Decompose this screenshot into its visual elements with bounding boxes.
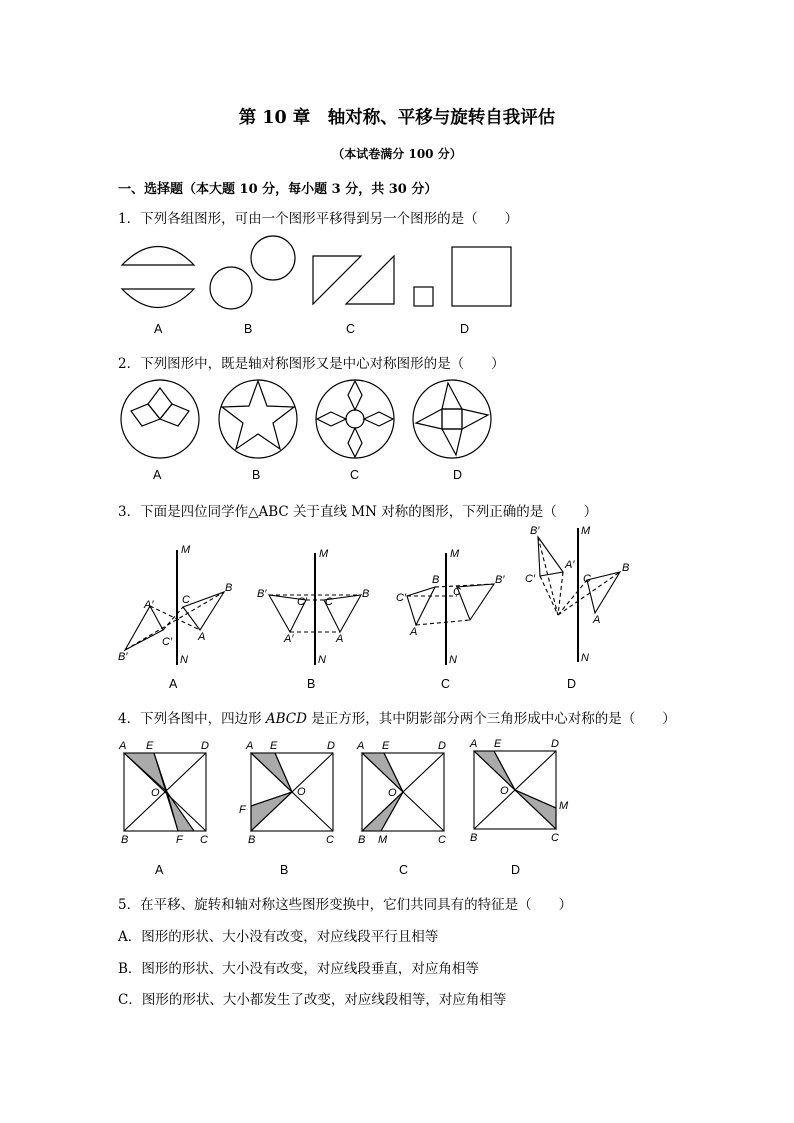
- q3-c-label-b-prime: B′: [495, 574, 505, 586]
- q4-b-label-b: B: [248, 834, 256, 846]
- q3-a-label-m: M: [181, 544, 191, 556]
- q4-d-label-o: O: [500, 785, 509, 797]
- q4-a-label-a: A: [119, 740, 127, 752]
- q4-c-label-e: E: [382, 740, 390, 752]
- q4-a-square: [124, 753, 206, 831]
- q3-b-label-c: C: [325, 596, 333, 608]
- q4-c-label-m: M: [378, 834, 388, 846]
- q4-c-label-a: A: [357, 740, 365, 752]
- q1-label-c: C: [346, 322, 356, 336]
- q4-d-label-m: M: [559, 800, 569, 812]
- q4-b-label-d: D: [327, 740, 335, 752]
- q3-label-c: C: [441, 677, 451, 691]
- q3-d-label-c-prime: C′: [525, 573, 536, 585]
- q2-label-a: A: [153, 468, 162, 482]
- q4-b-label-o: O: [297, 786, 306, 798]
- q4-a-label-o: O: [151, 787, 160, 799]
- q3-c-label-c-prime: C′: [396, 592, 407, 604]
- q4-d-label-a: A: [470, 738, 478, 750]
- q4-a-label-d: D: [201, 740, 209, 752]
- q4-d-label-e: E: [494, 738, 502, 750]
- q2-label-c: C: [350, 468, 360, 482]
- q3-c-label-a: A: [410, 626, 418, 638]
- q4-a-label-f: F: [176, 834, 183, 846]
- q3-a-label-c: C: [182, 594, 190, 606]
- score-note: （本试卷满分 100 分）: [332, 147, 462, 161]
- section-heading: 一、选择题（本大题 10 分，每小题 3 分，共 30 分）: [118, 182, 438, 197]
- q3-d-label-a: A: [593, 614, 601, 626]
- q3-label-a: A: [169, 677, 178, 691]
- q3-b-label-n: N: [318, 654, 326, 666]
- q3-c-label-m: M: [450, 548, 460, 560]
- q3-b-label-a: A: [336, 633, 344, 645]
- q5-option-c: C．图形的形状、大小都发生了改变，对应线段相等，对应角相等: [118, 992, 507, 1008]
- q4-c-label-b: B: [358, 834, 366, 846]
- question-5: 5．在平移、旋转和轴对称这些图形变换中，它们共同具有的特征是（ ）: [118, 897, 573, 913]
- q3-c-label-c: C: [453, 586, 461, 598]
- q3-d-label-c: C: [583, 573, 591, 585]
- question-3: 3．下面是四位同学作△ABC 关于直线 MN 对称的图形，下列正确的是（ ）: [118, 504, 598, 520]
- q4-label-d: D: [511, 863, 521, 877]
- q3-d-label-n: N: [581, 652, 589, 664]
- question-2: 2．下列图形中，既是轴对称图形又是中心对称图形的是（ ）: [118, 356, 505, 372]
- q3-a-label-b-prime: B′: [118, 651, 128, 663]
- q4-b-label-f: F: [239, 804, 246, 816]
- q4-c-square: [362, 753, 444, 831]
- q3-b-label-b-prime: B′: [257, 588, 267, 600]
- q3-label-b: B: [307, 677, 316, 691]
- q4-a-label-b: B: [121, 834, 129, 846]
- q3-a-label-a-prime: A′: [144, 599, 154, 611]
- q4-b-label-a: A: [246, 740, 254, 752]
- q3-d-label-b-prime: B′: [530, 525, 540, 537]
- q3-d-label-b: B: [622, 562, 630, 574]
- q1-label-d: D: [460, 322, 470, 336]
- q5-option-b: B．图形的形状、大小没有改变，对应线段垂直，对应角相等: [118, 961, 479, 977]
- q4-c-label-c: C: [438, 834, 446, 846]
- q1-label-a: A: [154, 322, 163, 336]
- q4-b-square: [251, 753, 333, 831]
- q3-a-label-n: N: [180, 654, 188, 666]
- q3-d-label-a-prime: A′: [565, 559, 575, 571]
- q3-c-label-n: N: [449, 654, 457, 666]
- q4-c-label-d: D: [438, 740, 446, 752]
- q4-label-a: A: [155, 863, 164, 877]
- question-1: 1．下列各组图形，可由一个图形平移得到另一个图形的是（ ）: [118, 211, 519, 227]
- q1-label-b: B: [244, 322, 253, 336]
- q3-a-label-b: B: [225, 582, 233, 594]
- q3-a-label-a: A: [198, 631, 206, 643]
- q2-label-b: B: [252, 468, 261, 482]
- q4-d-label-d: D: [551, 738, 559, 750]
- q4-b-label-e: E: [270, 740, 278, 752]
- q4-d-label-c: C: [551, 832, 559, 844]
- q4-label-c: C: [399, 863, 409, 877]
- q3-b-label-b: B: [362, 588, 370, 600]
- q4-c-label-o: O: [388, 787, 397, 799]
- q3-b-label-m: M: [319, 548, 329, 560]
- q4-b-label-c: C: [326, 834, 334, 846]
- q3-b-label-a-prime: A′: [284, 633, 294, 645]
- q4-d-square: [474, 751, 556, 829]
- page-title: 第 10 章 轴对称、平移与旋转自我评估: [238, 108, 556, 128]
- q3-a-label-c-prime: C′: [162, 636, 173, 648]
- q2-label-d: D: [453, 468, 463, 482]
- question-4: 4．下列各图中，四边形 ABCD 是正方形，其中阴影部分两个三角形成中心对称的是（ ）: [118, 711, 676, 727]
- q3-b-label-c-prime: C′: [297, 596, 308, 608]
- q3-label-d: D: [567, 677, 577, 691]
- q4-a-label-c: C: [200, 834, 208, 846]
- q4-label-b: B: [280, 863, 289, 877]
- q5-option-a: A．图形的形状、大小没有改变，对应线段平行且相等: [118, 929, 439, 945]
- q3-d-label-m: M: [581, 525, 591, 537]
- q3-c-label-b: B: [432, 574, 440, 586]
- q4-a-label-e: E: [146, 740, 154, 752]
- q4-d-label-b: B: [470, 832, 478, 844]
